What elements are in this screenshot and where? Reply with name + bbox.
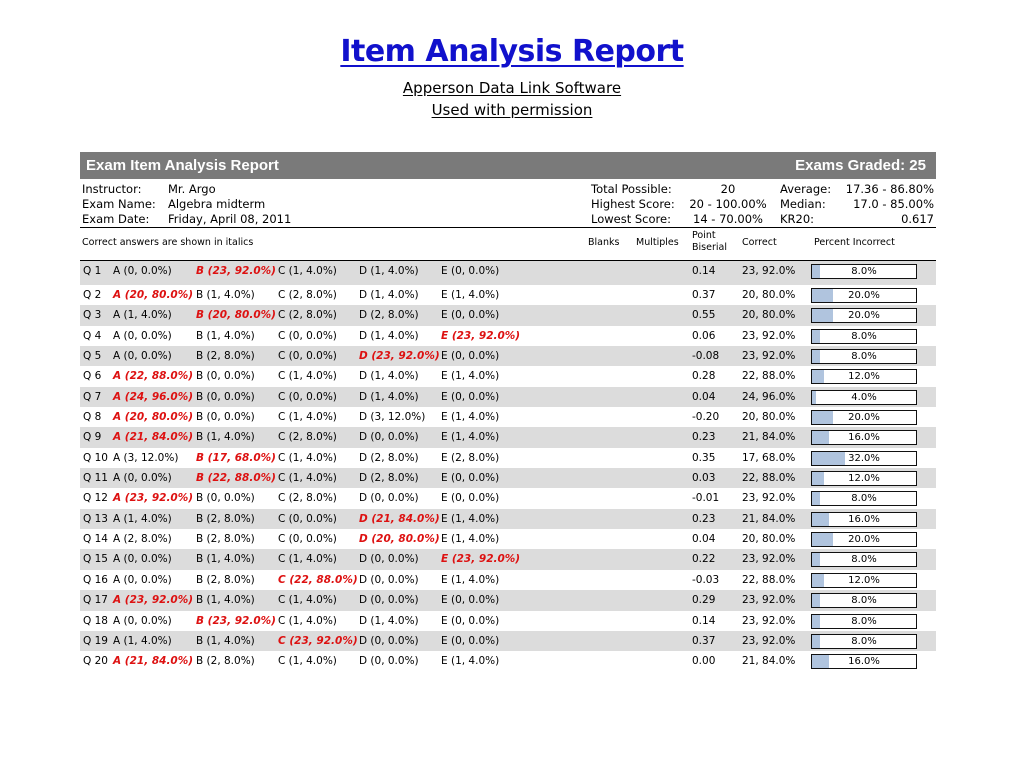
- correct-count-value: 24, 96.0%: [742, 390, 796, 403]
- highest-score-value: 20 - 100.00%: [689, 197, 767, 211]
- answer-d: D (21, 84.0%): [359, 512, 440, 525]
- percent-incorrect-label: 12.0%: [848, 574, 880, 586]
- table-row: [80, 261, 936, 285]
- correct-header: Correct: [742, 237, 777, 248]
- answer-d: D (0, 0.0%): [359, 573, 419, 586]
- correct-count-value: 23, 92.0%: [742, 350, 796, 363]
- table-row: [80, 346, 936, 366]
- answer-b: B (2, 8.0%): [196, 533, 255, 546]
- point-biserial-header: [692, 230, 727, 254]
- question-number: Q 18: [83, 614, 108, 627]
- answer-b: B (0, 0.0%): [196, 390, 255, 403]
- percent-incorrect-bar: [811, 634, 917, 649]
- answer-c: C (2, 8.0%): [278, 492, 337, 505]
- answer-a: A (20, 80.0%): [113, 411, 194, 424]
- table-row: [80, 387, 936, 407]
- table-row: [80, 285, 936, 305]
- point-biserial-value: 0.23: [692, 431, 716, 444]
- table-row: [80, 509, 936, 529]
- total-possible-value: 20: [720, 182, 736, 196]
- answer-b: B (17, 68.0%): [196, 451, 276, 464]
- answer-e: E (1, 4.0%): [441, 512, 500, 525]
- answer-e: E (0, 0.0%): [441, 492, 500, 505]
- correct-count-value: 23, 92.0%: [742, 594, 796, 607]
- answer-e: E (0, 0.0%): [441, 614, 500, 627]
- answer-d: D (2, 8.0%): [359, 451, 419, 464]
- table-row: [80, 529, 936, 549]
- question-number: Q 3: [83, 309, 102, 322]
- answer-c: C (2, 8.0%): [278, 309, 337, 322]
- answer-e: E (23, 92.0%): [441, 553, 521, 566]
- kr20-value: 0.617: [901, 212, 934, 226]
- answer-b: B (1, 4.0%): [196, 553, 255, 566]
- point-biserial-value: 0.00: [692, 655, 716, 668]
- instructor-label: Instructor:: [82, 182, 142, 196]
- correct-count-value: 21, 84.0%: [742, 431, 796, 444]
- percent-incorrect-label: 20.0%: [848, 310, 880, 322]
- point-biserial-value: 0.35: [692, 451, 716, 464]
- answer-a: A (0, 0.0%): [113, 614, 172, 627]
- answer-b: B (0, 0.0%): [196, 492, 255, 505]
- slide-permission-note: Used with permission: [431, 101, 593, 119]
- answer-c: C (1, 4.0%): [278, 451, 337, 464]
- point-biserial-value: 0.55: [692, 309, 716, 322]
- answer-c: C (22, 88.0%): [278, 573, 358, 586]
- question-number: Q 16: [83, 573, 108, 586]
- question-number: Q 17: [83, 594, 108, 607]
- correct-count-value: 23, 92.0%: [742, 329, 796, 342]
- percent-incorrect-bar: [811, 491, 917, 506]
- answer-e: E (0, 0.0%): [441, 594, 500, 607]
- point-biserial-value: 0.03: [692, 472, 716, 485]
- correct-count-value: 23, 92.0%: [742, 634, 796, 647]
- answer-a: A (1, 4.0%): [113, 512, 172, 525]
- question-number: Q 7: [83, 390, 102, 403]
- exams-graded-count: Exams Graded: 25: [795, 157, 926, 174]
- table-row: [80, 326, 936, 346]
- correct-count-value: 23, 92.0%: [742, 614, 796, 627]
- percent-incorrect-bar: [811, 349, 917, 364]
- answer-d: D (1, 4.0%): [359, 614, 419, 627]
- answer-e: E (0, 0.0%): [441, 472, 500, 485]
- answer-b: B (1, 4.0%): [196, 329, 255, 342]
- answer-b: B (20, 80.0%): [196, 309, 276, 322]
- answer-c: C (0, 0.0%): [278, 390, 337, 403]
- point-biserial-value: 0.28: [692, 370, 716, 383]
- percent-incorrect-label: 8.0%: [851, 635, 877, 647]
- question-number: Q 11: [83, 472, 108, 485]
- percent-incorrect-label: 20.0%: [848, 534, 880, 546]
- answer-d: D (2, 8.0%): [359, 472, 419, 485]
- percent-incorrect-bar: [811, 308, 917, 323]
- answer-a: A (0, 0.0%): [113, 472, 172, 485]
- percent-incorrect-bar: [811, 593, 917, 608]
- answer-d: D (0, 0.0%): [359, 655, 419, 668]
- percent-incorrect-bar: [811, 264, 917, 279]
- table-column-headers: [80, 227, 936, 261]
- answer-e: E (0, 0.0%): [441, 265, 500, 277]
- answer-d: D (3, 12.0%): [359, 411, 426, 424]
- highest-score-label: Highest Score:: [591, 197, 675, 211]
- total-possible-label: Total Possible:: [591, 182, 672, 196]
- correct-count-value: 21, 84.0%: [742, 655, 796, 668]
- correct-count-value: 20, 80.0%: [742, 411, 796, 424]
- median-label: Median:: [780, 197, 826, 211]
- answer-c: C (1, 4.0%): [278, 614, 337, 627]
- correct-count-value: 23, 92.0%: [742, 492, 796, 505]
- instructor-value: Mr. Argo: [168, 182, 216, 196]
- table-row: [80, 488, 936, 508]
- question-number: Q 4: [83, 329, 102, 342]
- answer-d: D (0, 0.0%): [359, 492, 419, 505]
- point-biserial-value: -0.20: [692, 411, 720, 424]
- answer-c: C (1, 4.0%): [278, 265, 337, 277]
- point-biserial-value: -0.08: [692, 350, 720, 363]
- answer-e: E (0, 0.0%): [441, 634, 500, 647]
- lowest-score-value: 14 - 70.00%: [693, 212, 763, 226]
- point-biserial-value: 0.22: [692, 553, 716, 566]
- answer-a: A (0, 0.0%): [113, 553, 172, 566]
- table-row: [80, 468, 936, 488]
- item-rows: [80, 261, 936, 672]
- point-biserial-header-line2: Biserial: [692, 242, 727, 253]
- answer-e: E (1, 4.0%): [441, 411, 500, 424]
- point-biserial-value: 0.29: [692, 594, 716, 607]
- answer-a: A (0, 0.0%): [113, 329, 172, 342]
- answer-e: E (1, 4.0%): [441, 289, 500, 301]
- percent-incorrect-bar: [811, 329, 917, 344]
- exam-date-label: Exam Date:: [82, 212, 150, 226]
- point-biserial-value: 0.14: [692, 265, 716, 277]
- percent-incorrect-label: 8.0%: [851, 330, 877, 342]
- point-biserial-value: 0.37: [692, 634, 716, 647]
- answer-e: E (1, 4.0%): [441, 431, 500, 444]
- answer-e: E (1, 4.0%): [441, 533, 500, 546]
- percent-incorrect-label: 16.0%: [848, 656, 880, 668]
- table-row: [80, 448, 936, 468]
- answer-c: C (0, 0.0%): [278, 533, 337, 546]
- question-number: Q 12: [83, 492, 108, 505]
- answer-b: B (1, 4.0%): [196, 431, 255, 444]
- blanks-header: Blanks: [588, 237, 620, 248]
- percent-incorrect-label: 12.0%: [848, 473, 880, 485]
- answer-c: C (1, 4.0%): [278, 655, 337, 668]
- percent-incorrect-bar: [811, 654, 917, 669]
- correct-count-value: 17, 68.0%: [742, 451, 796, 464]
- correct-count-value: 20, 80.0%: [742, 309, 796, 322]
- answer-b: B (2, 8.0%): [196, 573, 255, 586]
- question-number: Q 10: [83, 451, 108, 464]
- answer-c: C (1, 4.0%): [278, 370, 337, 383]
- average-value: 17.36 - 86.80%: [845, 182, 934, 196]
- answer-c: C (1, 4.0%): [278, 411, 337, 424]
- answer-a: A (23, 92.0%): [113, 492, 194, 505]
- percent-incorrect-header: Percent Incorrect: [814, 237, 895, 248]
- answer-c: C (0, 0.0%): [278, 512, 337, 525]
- italics-note: Correct answers are shown in italics: [82, 237, 254, 248]
- percent-incorrect-label: 32.0%: [848, 452, 880, 464]
- percent-incorrect-label: 4.0%: [851, 391, 877, 403]
- lowest-score-label: Lowest Score:: [591, 212, 671, 226]
- answer-e: E (0, 0.0%): [441, 390, 500, 403]
- percent-incorrect-bar: [811, 430, 917, 445]
- answer-a: A (0, 0.0%): [113, 573, 172, 586]
- question-number: Q 6: [83, 370, 102, 383]
- answer-a: A (1, 4.0%): [113, 634, 172, 647]
- answer-a: A (1, 4.0%): [113, 309, 172, 322]
- percent-incorrect-bar: [811, 369, 917, 384]
- percent-incorrect-bar: [811, 512, 917, 527]
- answer-d: D (1, 4.0%): [359, 289, 419, 301]
- question-number: Q 20: [83, 655, 108, 668]
- exam-name-label: Exam Name:: [82, 197, 156, 211]
- correct-count-value: 22, 88.0%: [742, 573, 796, 586]
- percent-incorrect-bar: [811, 573, 917, 588]
- percent-incorrect-bar: [811, 390, 917, 405]
- percent-incorrect-bar: [811, 288, 917, 303]
- question-number: Q 19: [83, 634, 108, 647]
- point-biserial-value: 0.06: [692, 329, 716, 342]
- answer-e: E (1, 4.0%): [441, 573, 500, 586]
- answer-d: D (0, 0.0%): [359, 553, 419, 566]
- percent-incorrect-label: 12.0%: [848, 371, 880, 383]
- table-row: [80, 651, 936, 671]
- point-biserial-value: 0.04: [692, 390, 716, 403]
- table-row: [80, 305, 936, 325]
- percent-incorrect-bar: [811, 471, 917, 486]
- answer-e: E (23, 92.0%): [441, 329, 521, 342]
- answer-a: A (20, 80.0%): [113, 289, 194, 301]
- percent-incorrect-label: 8.0%: [851, 351, 877, 363]
- percent-incorrect-label: 8.0%: [851, 493, 877, 505]
- correct-count-value: 20, 80.0%: [742, 289, 796, 301]
- answer-d: D (20, 80.0%): [359, 533, 440, 546]
- table-row: [80, 611, 936, 631]
- answer-e: E (1, 4.0%): [441, 370, 500, 383]
- answer-d: D (0, 0.0%): [359, 634, 419, 647]
- correct-count-value: 23, 92.0%: [742, 265, 796, 277]
- correct-count-value: 20, 80.0%: [742, 533, 796, 546]
- answer-b: B (2, 8.0%): [196, 350, 255, 363]
- percent-incorrect-label: 8.0%: [851, 554, 877, 566]
- answer-b: B (0, 0.0%): [196, 370, 255, 383]
- question-number: Q 8: [83, 411, 102, 424]
- question-number: Q 5: [83, 350, 102, 363]
- answer-c: C (1, 4.0%): [278, 594, 337, 607]
- answer-b: B (1, 4.0%): [196, 634, 255, 647]
- answer-c: C (23, 92.0%): [278, 634, 358, 647]
- exam-name-value: Algebra midterm: [168, 197, 266, 211]
- point-biserial-value: 0.04: [692, 533, 716, 546]
- answer-d: D (2, 8.0%): [359, 309, 419, 322]
- answer-a: A (0, 0.0%): [113, 265, 172, 277]
- answer-b: B (23, 92.0%): [196, 614, 276, 627]
- answer-b: B (1, 4.0%): [196, 289, 255, 301]
- answer-e: E (1, 4.0%): [441, 655, 500, 668]
- percent-incorrect-bar: [811, 614, 917, 629]
- answer-d: D (1, 4.0%): [359, 265, 419, 277]
- answer-e: E (0, 0.0%): [441, 309, 500, 322]
- answer-a: A (24, 96.0%): [113, 390, 194, 403]
- percent-incorrect-label: 8.0%: [851, 266, 877, 277]
- table-row: [80, 366, 936, 386]
- correct-count-value: 22, 88.0%: [742, 472, 796, 485]
- answer-a: A (23, 92.0%): [113, 594, 194, 607]
- answer-d: D (1, 4.0%): [359, 329, 419, 342]
- answer-e: E (0, 0.0%): [441, 350, 500, 363]
- slide-subtitle: Apperson Data Link Software: [402, 79, 622, 97]
- answer-b: B (2, 8.0%): [196, 512, 255, 525]
- answer-b: B (22, 88.0%): [196, 472, 276, 485]
- percent-incorrect-bar: [811, 451, 917, 466]
- percent-incorrect-bar: [811, 410, 917, 425]
- table-row: [80, 427, 936, 447]
- answer-d: D (23, 92.0%): [359, 350, 440, 363]
- exam-info-panel: [80, 179, 936, 227]
- answer-b: B (0, 0.0%): [196, 411, 255, 424]
- question-number: Q 9: [83, 431, 102, 444]
- point-biserial-value: -0.03: [692, 573, 720, 586]
- point-biserial-value: 0.23: [692, 512, 716, 525]
- table-row: [80, 590, 936, 610]
- answer-d: D (0, 0.0%): [359, 431, 419, 444]
- percent-incorrect-label: 20.0%: [848, 412, 880, 424]
- answer-a: A (2, 8.0%): [113, 533, 172, 546]
- table-row: [80, 407, 936, 427]
- percent-incorrect-bar: [811, 532, 917, 547]
- answer-c: C (2, 8.0%): [278, 289, 337, 301]
- item-analysis-report: [80, 152, 936, 672]
- answer-c: C (0, 0.0%): [278, 350, 337, 363]
- table-row: [80, 631, 936, 651]
- percent-incorrect-label: 20.0%: [848, 290, 880, 301]
- answer-d: D (0, 0.0%): [359, 594, 419, 607]
- point-biserial-value: -0.01: [692, 492, 720, 505]
- question-number: Q 1: [83, 265, 102, 277]
- percent-incorrect-label: 8.0%: [851, 615, 877, 627]
- answer-b: B (2, 8.0%): [196, 655, 255, 668]
- median-value: 17.0 - 85.00%: [853, 197, 934, 211]
- answer-c: C (1, 4.0%): [278, 553, 337, 566]
- average-label: Average:: [780, 182, 832, 196]
- answer-b: B (1, 4.0%): [196, 594, 255, 607]
- point-biserial-value: 0.14: [692, 614, 716, 627]
- report-header-bar: [80, 152, 936, 179]
- correct-count-value: 22, 88.0%: [742, 370, 796, 383]
- correct-count-value: 21, 84.0%: [742, 512, 796, 525]
- question-number: Q 2: [83, 289, 102, 301]
- question-number: Q 14: [83, 533, 108, 546]
- question-number: Q 13: [83, 512, 108, 525]
- kr20-label: KR20:: [780, 212, 815, 226]
- answer-a: A (21, 84.0%): [113, 655, 194, 668]
- question-number: Q 15: [83, 553, 108, 566]
- point-biserial-header-line1: Point: [692, 230, 716, 241]
- answer-c: C (2, 8.0%): [278, 431, 337, 444]
- answer-c: C (0, 0.0%): [278, 329, 337, 342]
- multiples-header: Multiples: [636, 237, 679, 248]
- slide-title: Item Analysis Report: [340, 34, 684, 69]
- percent-incorrect-label: 8.0%: [851, 595, 877, 607]
- correct-count-value: 23, 92.0%: [742, 553, 796, 566]
- answer-d: D (1, 4.0%): [359, 370, 419, 383]
- answer-e: E (2, 8.0%): [441, 451, 500, 464]
- answer-a: A (21, 84.0%): [113, 431, 194, 444]
- answer-a: A (0, 0.0%): [113, 350, 172, 363]
- point-biserial-value: 0.37: [692, 289, 716, 301]
- percent-incorrect-label: 16.0%: [848, 432, 880, 444]
- answer-c: C (1, 4.0%): [278, 472, 337, 485]
- answer-a: A (3, 12.0%): [113, 451, 179, 464]
- table-row: [80, 570, 936, 590]
- percent-incorrect-label: 16.0%: [848, 513, 880, 525]
- exam-date-value: Friday, April 08, 2011: [168, 212, 292, 226]
- answer-d: D (1, 4.0%): [359, 390, 419, 403]
- answer-a: A (22, 88.0%): [113, 370, 194, 383]
- answer-b: B (23, 92.0%): [196, 265, 276, 277]
- percent-incorrect-bar: [811, 552, 917, 567]
- table-row: [80, 549, 936, 569]
- report-title: Exam Item Analysis Report: [86, 157, 279, 174]
